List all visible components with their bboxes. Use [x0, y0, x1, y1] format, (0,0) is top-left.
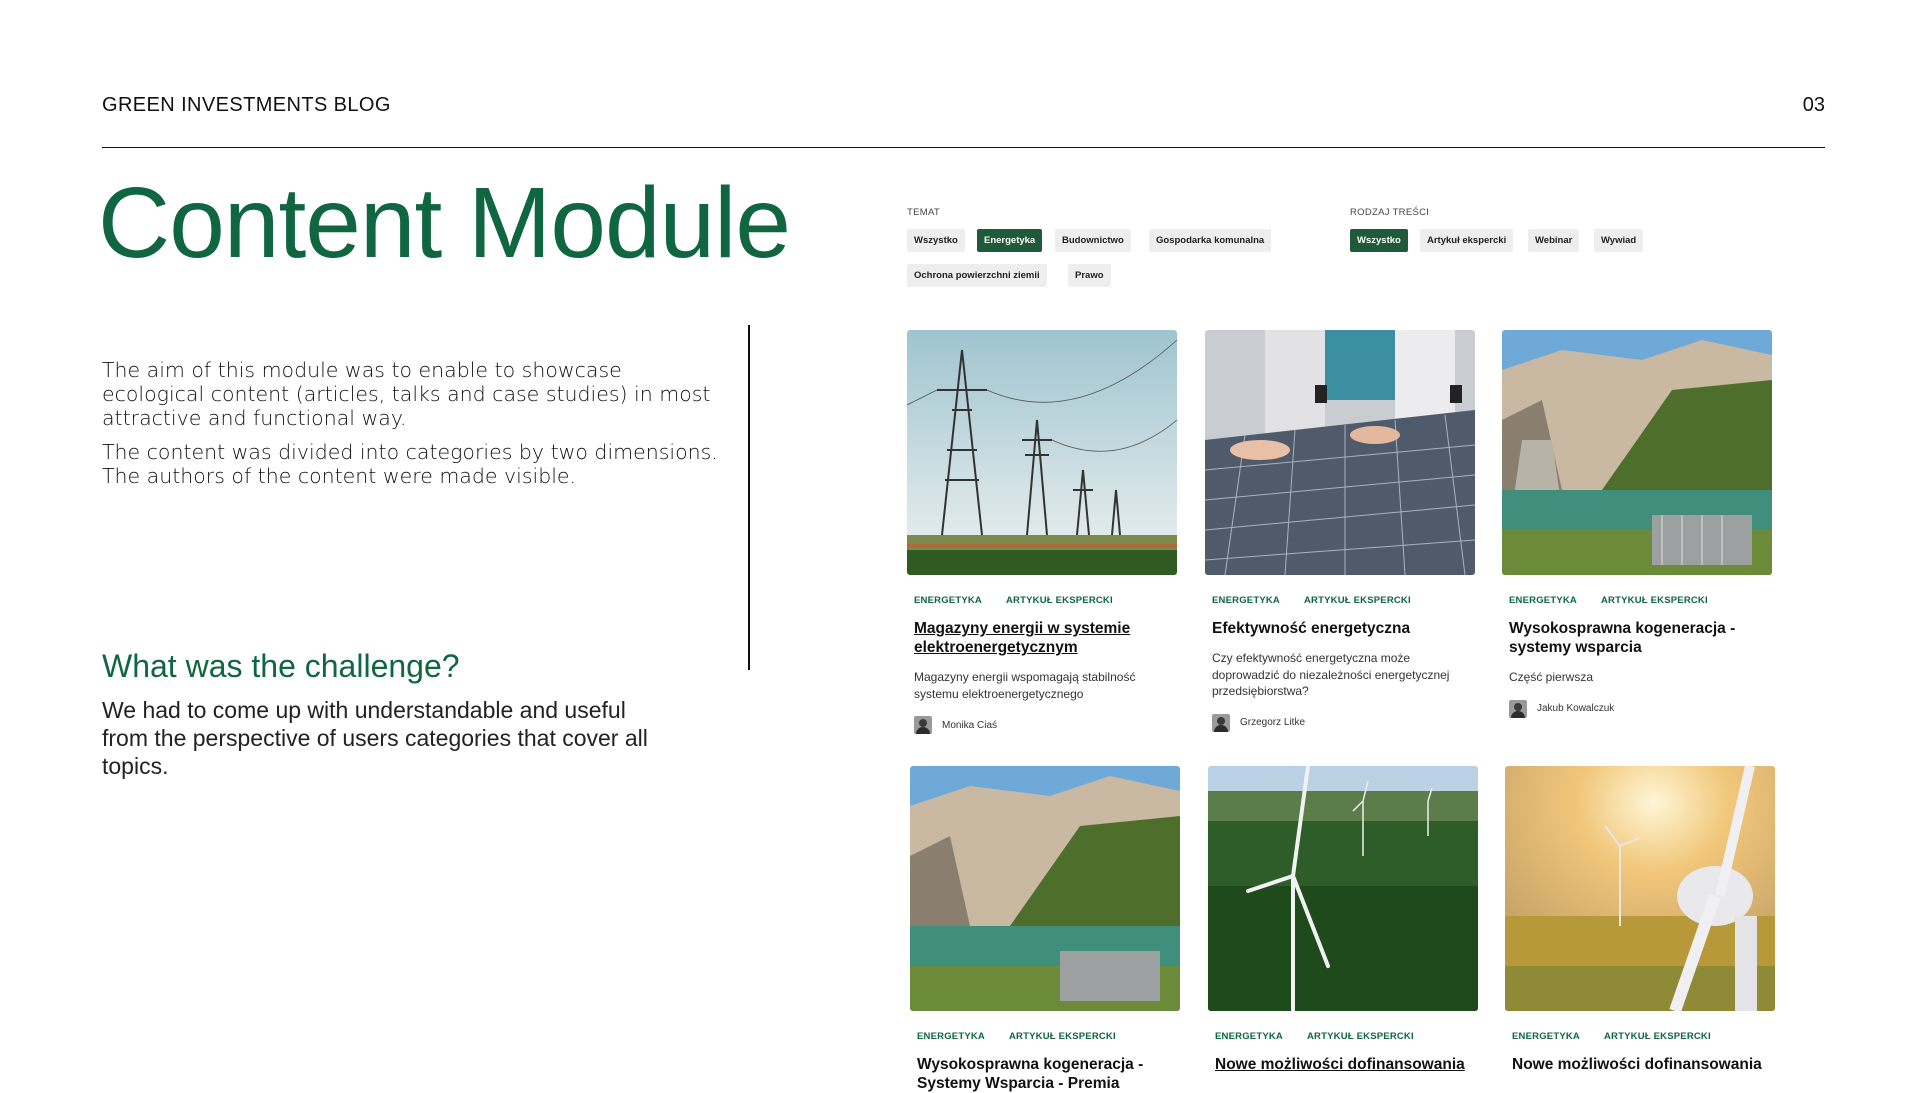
card-author: [907, 716, 1177, 734]
intro-text: [102, 358, 722, 498]
vertical-divider: [748, 325, 750, 670]
topic-chip-gospodarka-komunalna[interactable]: Gospodarka komunalna: [1149, 229, 1271, 252]
card-description: Czy efektywność energetyczna może doprowadzić do niezależności energetycznej przedsiębiorstwa?: [1212, 651, 1450, 698]
card-tags: [1208, 1031, 1478, 1042]
avatar: [914, 716, 932, 734]
card-title-link[interactable]: Nowe możliwości dofinansowania: [1512, 1056, 1762, 1073]
tag-type[interactable]: ARTYKUŁ EKSPERCKI: [1008, 1031, 1116, 1042]
tag-topic[interactable]: ENERGETYKA: [1512, 1031, 1580, 1042]
page-number: 03: [1802, 94, 1825, 116]
type-chip-artykul-ekspercki[interactable]: Artykuł ekspercki: [1420, 229, 1513, 252]
challenge-heading: What was the challenge?: [102, 648, 460, 684]
avatar: [1509, 700, 1527, 718]
power-lines-photo[interactable]: [907, 330, 1177, 575]
intro-paragraph: The content was divided into categories by two dimensions. The authors of the content were made visible.: [102, 440, 718, 488]
card-author: [1502, 700, 1772, 718]
card-title-link[interactable]: Wysokosprawna kogeneracja - systemy wsparcia: [1509, 620, 1736, 656]
dam-photo[interactable]: [910, 766, 1180, 1011]
card-title-link[interactable]: Magazyny energii w systemie elektroenergetycznym: [914, 620, 1131, 656]
card-title-link[interactable]: Efektywność energetyczna: [1212, 620, 1411, 637]
topic-chip-ochrona-powierzchni-ziemii[interactable]: Ochrona powierzchni ziemii: [907, 264, 1047, 287]
intro-paragraph: The aim of this module was to enable to showcase ecological content (articles, talks and case studies) in most attractive and functional way.: [102, 358, 711, 430]
dam-photo[interactable]: [1502, 330, 1772, 575]
tag-type[interactable]: ARTYKUŁ EKSPERCKI: [1005, 595, 1113, 606]
author-name: Monika Ciaś: [942, 719, 998, 731]
tag-type[interactable]: ARTYKUŁ EKSPERCKI: [1603, 1031, 1711, 1042]
type-chip-wszystko[interactable]: Wszystko: [1350, 229, 1408, 252]
article-card[interactable]: [1205, 330, 1475, 732]
type-filter-label: RODZAJ TREŚCI: [1350, 207, 1430, 218]
avatar: [1212, 714, 1230, 732]
wind-turbine-sunset-photo[interactable]: [1505, 766, 1775, 1011]
page-title: Content Module: [98, 167, 791, 279]
tag-topic[interactable]: ENERGETYKA: [1215, 1031, 1283, 1042]
card-description: Magazyny energii wspomagają stabilność systemu elektroenergetycznego: [914, 670, 1136, 701]
tag-type[interactable]: ARTYKUŁ EKSPERCKI: [1600, 595, 1708, 606]
solar-panel-photo[interactable]: [1205, 330, 1475, 575]
tag-topic[interactable]: ENERGETYKA: [1212, 595, 1280, 606]
type-chip-wywiad[interactable]: Wywiad: [1594, 229, 1643, 252]
card-title-link[interactable]: Nowe możliwości dofinansowania: [1215, 1056, 1465, 1073]
article-card[interactable]: [1505, 766, 1775, 1074]
author-name: Grzegorz Litke: [1240, 717, 1306, 728]
header-divider: [102, 147, 1825, 148]
tag-type[interactable]: ARTYKUŁ EKSPERCKI: [1303, 595, 1411, 606]
card-tags: [907, 595, 1177, 606]
type-chip-webinar[interactable]: Webinar: [1528, 229, 1579, 252]
article-card[interactable]: [1208, 766, 1478, 1074]
card-title-link[interactable]: Wysokosprawna kogeneracja - Systemy Wsparcia - Premia: [917, 1056, 1144, 1092]
card-tags: [1502, 595, 1772, 606]
card-author: [1205, 714, 1475, 732]
card-tags: [910, 1031, 1180, 1042]
card-tags: [1205, 595, 1475, 606]
topic-chip-wszystko[interactable]: Wszystko: [907, 229, 965, 252]
article-card[interactable]: [1502, 330, 1772, 718]
article-card[interactable]: [910, 766, 1180, 1093]
author-name: Jakub Kowalczuk: [1537, 703, 1615, 714]
blog-title: GREEN INVESTMENTS BLOG: [102, 94, 391, 116]
topic-chip-budownictwo[interactable]: Budownictwo: [1055, 229, 1131, 252]
article-card[interactable]: [907, 330, 1177, 734]
challenge-text: We had to come up with understandable and useful from the perspective of users categories that cover all topics.: [102, 697, 648, 779]
tag-type[interactable]: ARTYKUŁ EKSPERCKI: [1306, 1031, 1414, 1042]
topic-chip-prawo[interactable]: Prawo: [1068, 264, 1111, 287]
wind-turbines-forest-photo[interactable]: [1208, 766, 1478, 1011]
tag-topic[interactable]: ENERGETYKA: [1509, 595, 1577, 606]
tag-topic[interactable]: ENERGETYKA: [914, 595, 982, 606]
card-tags: [1505, 1031, 1775, 1042]
tag-topic[interactable]: ENERGETYKA: [917, 1031, 985, 1042]
card-description: Część pierwsza: [1509, 670, 1594, 684]
topic-filter-label: TEMAT: [907, 207, 940, 218]
topic-chip-energetyka[interactable]: Energetyka: [977, 229, 1042, 252]
